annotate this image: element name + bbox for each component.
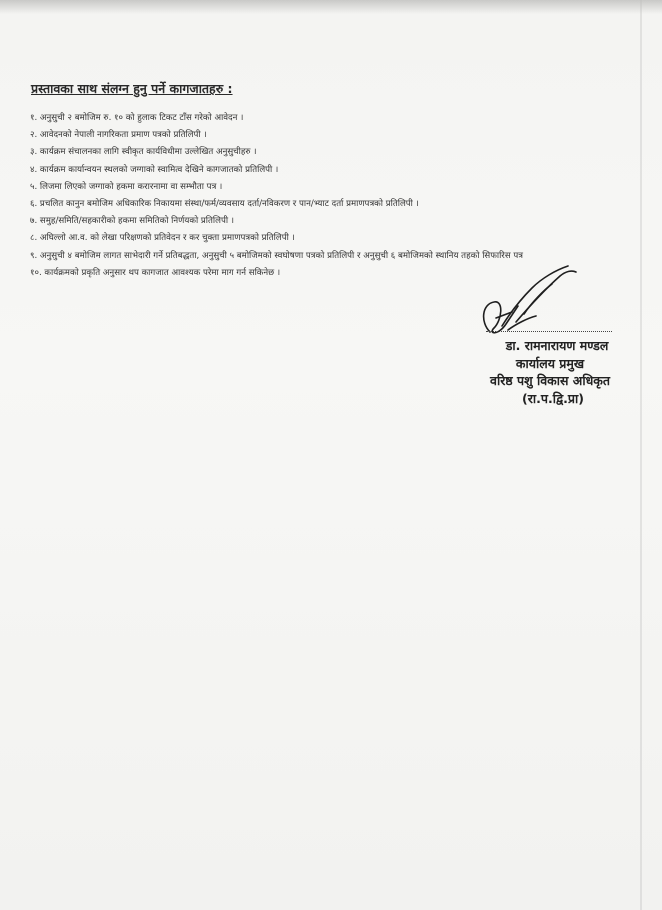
list-item: ३. कार्यक्रम संचालनका लागि स्वीकृत कार्यविधीमा उल्लेखित अनुसुचीहरु । bbox=[30, 147, 257, 158]
signature-dotted-line bbox=[486, 331, 612, 332]
list-item: ७. समुह/समिति/सहकारीको हकमा समितिको निर्णयको प्रतिलिपी । bbox=[30, 216, 235, 227]
official-stamp bbox=[470, 337, 630, 407]
list-item: ५. लिजमा लिएको जग्गाको हकमा करारनामा वा सम्भौता पत्र । bbox=[30, 181, 223, 192]
list-item: ६. प्रचलित कानुन बमोजिम अधिकारिक निकायमा संस्था/फर्म/व्यवसाय दर्ता/नविकरण र पान/भ्याट दर्ता प्रमाणपत्रको प्रतिलिपी । bbox=[30, 199, 419, 210]
paper-fold-line bbox=[640, 0, 642, 910]
list-item: १०. कार्यक्रमको प्रकृति अनुसार थप कागजात आवश्यक परेमा माग गर्न सकिनेछ । bbox=[30, 267, 281, 278]
list-item: ४. कार्यक्रम कार्यान्वयन स्थलको जग्गाको स्वामित्व देखिने कागजातको प्रतिलिपी । bbox=[30, 164, 279, 175]
attachment-list bbox=[30, 110, 523, 282]
stamp-code: (रा.प.द्वि.प्रा) bbox=[522, 390, 584, 406]
stamp-name: डा. रामनारायण मण्डल bbox=[505, 338, 609, 353]
list-item: १. अनुसुची २ बमोजिम रु. १० को हुलाक टिकट टाँस गरेको आवेदन । bbox=[30, 113, 244, 123]
list-item: ८. अघिल्लो आ.व. को लेखा परिक्षणको प्रतिवेदन र कर चुक्ता प्रमाणपत्रको प्रतिलिपी । bbox=[30, 233, 295, 244]
stamp-title: कार्यालय प्रमुख bbox=[515, 355, 585, 371]
list-item: ९. अनुसुची ४ बमोजिम लागत साभेदारी गर्ने प्रतिबद्धता, अनुसुची ५ बमोजिमको स्वघोषणा पत्रको प्रतिलिपी र अनुसुची ६ बमोजिमको स्थानिय तहको सिफारिस पत्र bbox=[30, 250, 523, 261]
scan-edge-shadow bbox=[0, 0, 662, 14]
list-item: २. आवेदनको नेपाली नागरिकता प्रमाण पत्रको प्रतिलिपी । bbox=[30, 130, 207, 141]
document-heading: प्रस्तावका साथ संलग्न हुनु पर्ने कागजातहरु : bbox=[31, 81, 233, 96]
stamp-designation: वरिष्ठ पशु विकास अधिकृत bbox=[490, 373, 610, 388]
